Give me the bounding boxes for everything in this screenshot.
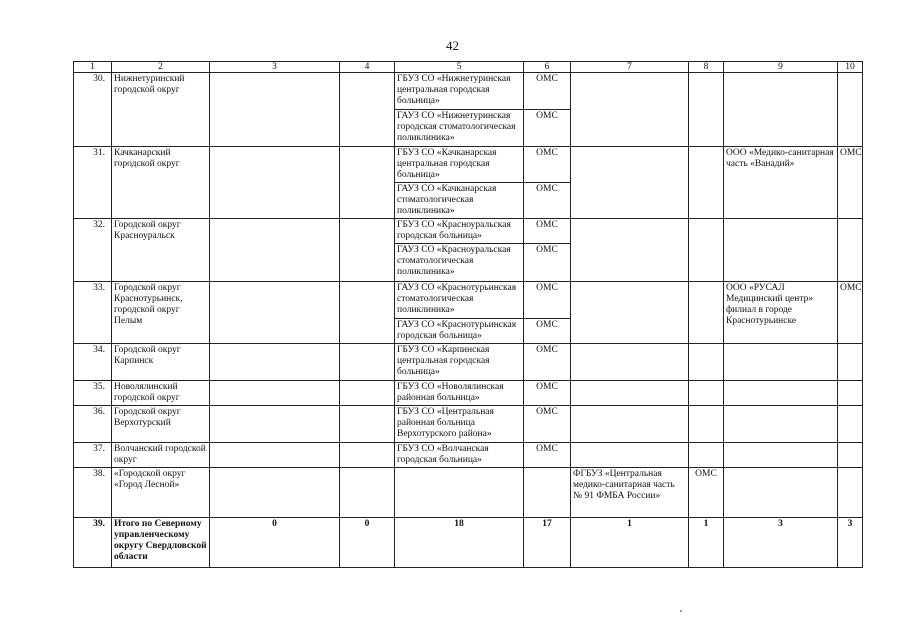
funding-type: ОМС [524,219,571,244]
cell [571,406,689,443]
cell [210,443,340,468]
table-row [74,147,863,183]
cell [724,468,838,518]
cell [838,73,863,147]
district-name: Волчанский городской округ [112,443,210,468]
cell [340,344,395,381]
total-value: 3 [724,518,838,568]
cell [571,73,689,147]
cell [838,443,863,468]
cell [689,147,724,219]
column-number: 6 [524,62,571,73]
table-row [74,73,863,110]
cell [395,468,524,518]
private-organization-name: ООО «РУСАЛ Медицинский центр» филиал в городе Краснотурьинске [724,282,838,344]
total-value: 17 [524,518,571,568]
organization-name: ГБУЗ СО «Нижнетуринская центральная городская больница» [395,73,524,110]
column-number: 7 [571,62,689,73]
column-number: 1 [74,62,112,73]
cell [210,147,340,219]
total-value: 0 [340,518,395,568]
total-label: Итого по Северному управленческому округу Свердловской области [112,518,210,568]
cell [340,468,395,518]
row-number: 39. [74,518,112,568]
funding-type: ОМС [524,319,571,344]
cell [838,381,863,406]
cell [340,147,395,219]
organization-name: ГБУЗ СО «Качканарская центральная городская больница» [395,147,524,183]
cell [571,381,689,406]
cell [210,344,340,381]
table-row [74,282,863,319]
cell [724,219,838,282]
funding-type: ОМС [838,147,863,219]
cell [524,468,571,518]
cell [571,344,689,381]
district-name: Нижнетуринский городской округ [112,73,210,147]
organization-name: ГБУЗ СО «Волчанская городская больница» [395,443,524,468]
organization-name: ГАУЗ СО «Качканарская стоматологическая поликлиника» [395,183,524,219]
row-number: 37. [74,443,112,468]
cell [340,282,395,344]
row-number: 31. [74,147,112,219]
cell [689,381,724,406]
row-number: 38. [74,468,112,518]
cell [571,282,689,344]
row-number: 34. [74,344,112,381]
row-number: 33. [74,282,112,344]
table-row [74,344,863,381]
total-row [74,518,863,568]
cell [340,406,395,443]
funding-type: ОМС [524,406,571,443]
cell [340,443,395,468]
table-row [74,468,863,518]
funding-type: ОМС [524,443,571,468]
cell [724,73,838,147]
row-number: 36. [74,406,112,443]
private-organization-name: ООО «Медико-санитарная часть «Ванадий» [724,147,838,219]
cell [838,468,863,518]
organization-name: ГАУЗ СО «Нижнетуринская городская стоматологическая поликлиника» [395,110,524,147]
column-number: 9 [724,62,838,73]
funding-type: ОМС [524,282,571,319]
cell [340,219,395,282]
total-value: 0 [210,518,340,568]
district-name: Городской округ Карпинск [112,344,210,381]
organization-name: ГБУЗ СО «Карпинская центральная городская больница» [395,344,524,381]
cell [689,406,724,443]
column-number: 5 [395,62,524,73]
organization-name: ГАУЗ СО «Красноуральская стоматологическая поликлиника» [395,244,524,282]
cell [689,73,724,147]
cell [724,443,838,468]
row-number: 32. [74,219,112,282]
row-number: 35. [74,381,112,406]
cell [210,219,340,282]
cell [838,344,863,381]
table-row [74,219,863,244]
cell [724,381,838,406]
funding-type: ОМС [838,282,863,344]
column-number-row [74,62,863,73]
district-name: Качканарский городской округ [112,147,210,219]
total-value: 18 [395,518,524,568]
column-number: 2 [112,62,210,73]
cell [210,406,340,443]
cell [724,344,838,381]
cell [838,219,863,282]
column-number: 8 [689,62,724,73]
organization-name: ГАУЗ СО «Краснотурьинская городская больница» [395,319,524,344]
scan-speck [680,610,682,612]
funding-type: ОМС [524,110,571,147]
cell [210,282,340,344]
medical-organizations-table [73,61,863,568]
cell [210,73,340,147]
cell [340,381,395,406]
funding-type: ОМС [524,344,571,381]
funding-type: ОМС [524,147,571,183]
organization-name: ГБУЗ СО «Центральная районная больница Верхотурского района» [395,406,524,443]
column-number: 10 [838,62,863,73]
cell [210,381,340,406]
cell [689,282,724,344]
table-row [74,443,863,468]
cell [210,468,340,518]
organization-name: ГБУЗ СО «Красноуральская городская больница» [395,219,524,244]
federal-organization-name: ФГБУЗ «Центральная медико-санитарная часть № 91 ФМБА России» [571,468,689,518]
organization-name: ГБУЗ СО «Новолялинская районная больница» [395,381,524,406]
cell [340,73,395,147]
table-row [74,381,863,406]
cell [838,406,863,443]
cell [571,147,689,219]
organization-name: ГАУЗ СО «Краснотурьинская стоматологическая поликлиника» [395,282,524,319]
cell [689,344,724,381]
district-name: Городской округ Красноуральск [112,219,210,282]
cell [571,443,689,468]
total-value: 3 [838,518,863,568]
total-value: 1 [571,518,689,568]
district-name: «Городской округ «Город Лесной» [112,468,210,518]
district-name: Новолялинский городской округ [112,381,210,406]
cell [724,406,838,443]
funding-type: ОМС [524,244,571,282]
cell [689,443,724,468]
district-name: Городской округ Краснотурьинск, городской округ Пелым [112,282,210,344]
row-number: 30. [74,73,112,147]
column-number: 3 [210,62,340,73]
funding-type: ОМС [524,73,571,110]
funding-type: ОМС [524,381,571,406]
funding-type: ОМС [524,183,571,219]
district-name: Городской округ Верхотурский [112,406,210,443]
total-value: 1 [689,518,724,568]
table-row [74,406,863,443]
cell [571,219,689,282]
column-number: 4 [340,62,395,73]
cell [689,219,724,282]
funding-type: ОМС [689,468,724,518]
page-number: 42 [446,38,459,53]
